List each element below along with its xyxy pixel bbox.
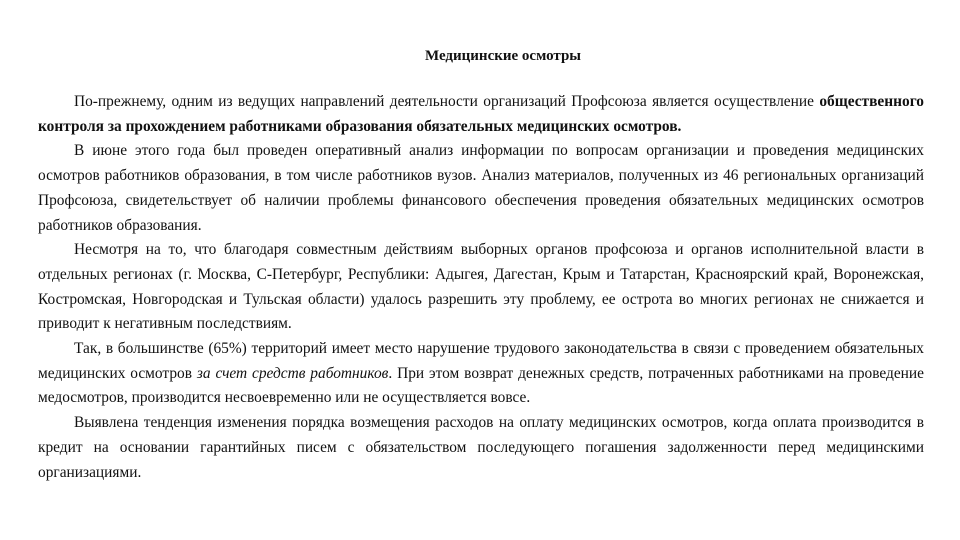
- paragraph-4-italic-text: за счет средств работников: [196, 364, 389, 382]
- paragraph-4: [38, 337, 924, 411]
- paragraph-3: Несмотря на то, что благодаря совместным действиям выборных органов профсоюза и органов исполнительной власти в отдельных регионах (г. Москва, С-Петербург, Республики: Адыгея, Дагестан, Крым и Татарстан, Красноярский край, Воронежская, Костромская, Новгородская и Тульская области) удалось разрешить эту проблему, ее острота во многих регионах не снижается и приводит к негативным последствиям.: [38, 241, 924, 333]
- paragraph-4-text-before: Так, в большинстве (65%) территорий имеет место нарушение трудового законодательства в связи с проведением обязательных медицинских осмотров: [38, 340, 924, 382]
- paragraph-1-bold-text: общественного контроля за прохождением работниками образования обязательных медицинских осмотров.: [38, 93, 924, 135]
- paragraph-5: Выявлена тенденция изменения порядка возмещения расходов на оплату медицинских осмотров, когда оплата производится в кредит на основании гарантийных писем с обязательством последующего погашения задолженности перед медицинскими организациями.: [38, 414, 924, 481]
- document-title: Медицинские осмотры: [424, 48, 581, 64]
- paragraph-1-text: По-прежнему, одним из ведущих направлений деятельности организаций Профсоюза является осуществление: [74, 93, 820, 110]
- document-page: [38, 46, 924, 485]
- paragraph-4-text-after: . При этом возврат денежных средств, потраченных работниками на проведение медосмотров, производится несвоевременно или не осуществляется вовсе.: [38, 364, 924, 407]
- paragraph-1: [38, 90, 924, 139]
- paragraph-2: В июне этого года был проведен оперативный анализ информации по вопросам организации и проведения медицинских осмотров работников образования, в том числе работников вузов. Анализ материалов, полученных из 46 региональных организаций Профсоюза, свидетельствует об наличии проблемы финансового обеспечения проведения обязательных медицинских осмотров работников образования.: [38, 142, 924, 234]
